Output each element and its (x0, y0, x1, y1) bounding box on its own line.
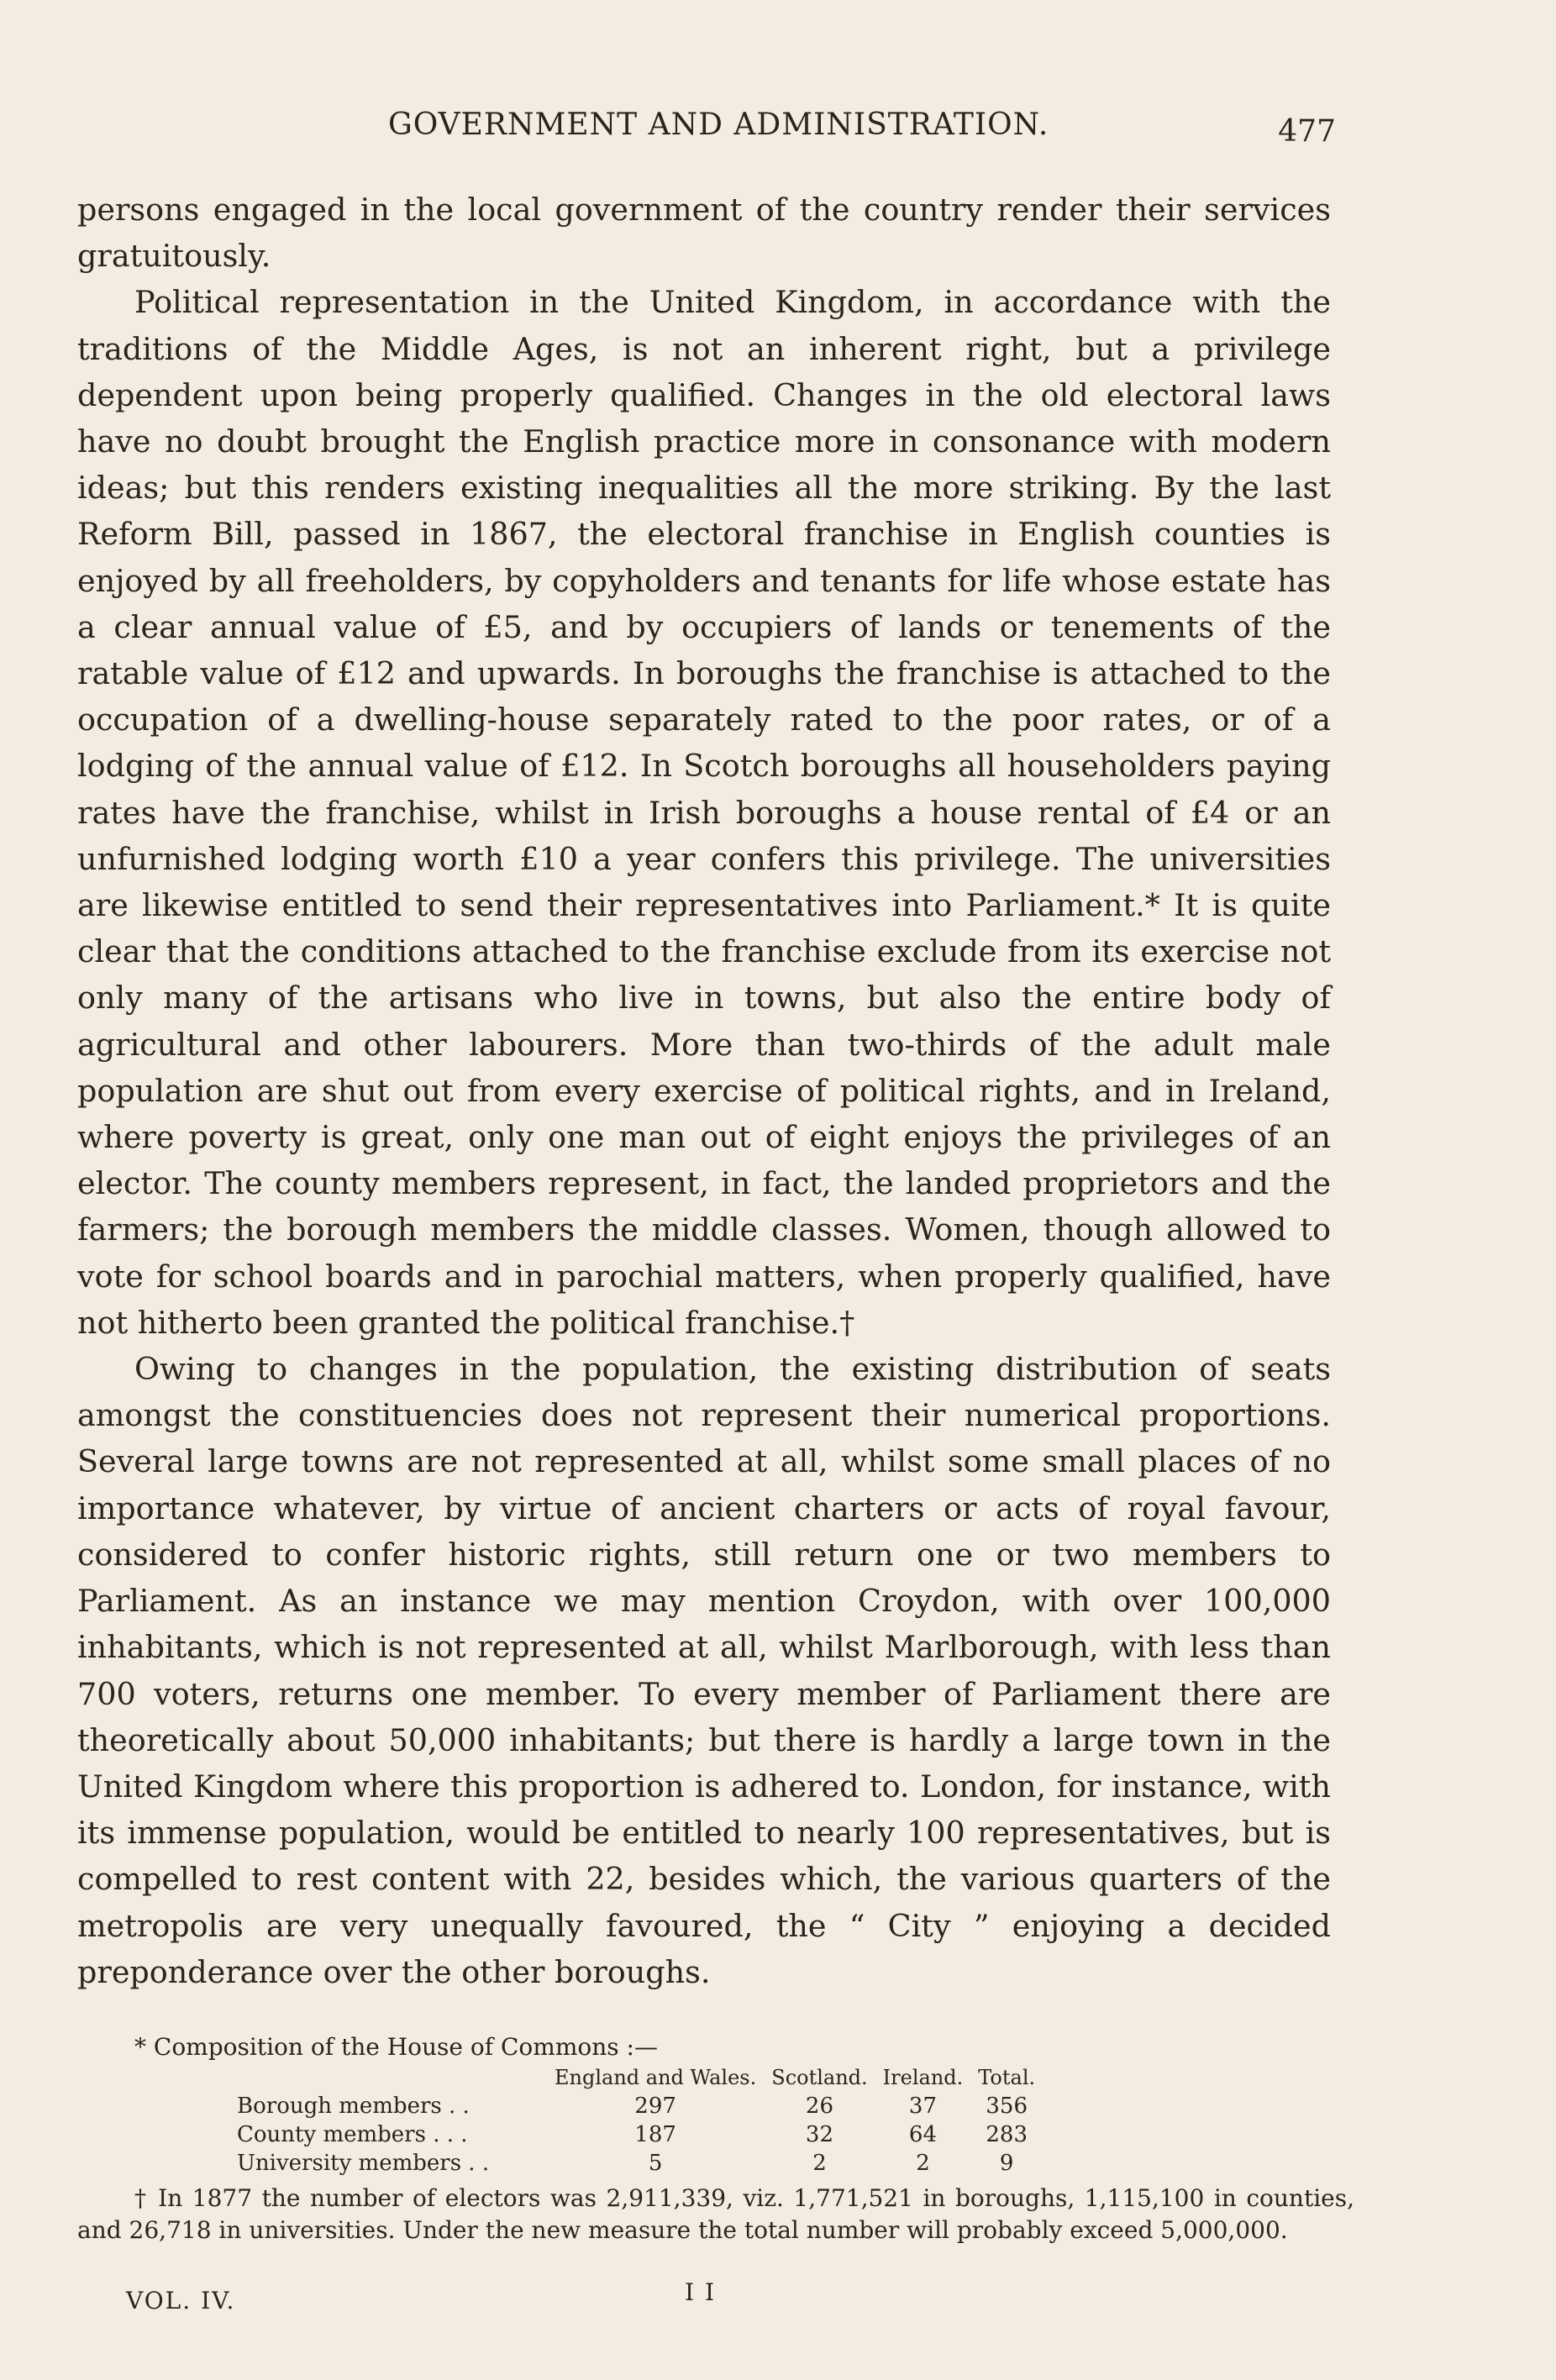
table-cell: County members . . . (237, 2122, 468, 2147)
paragraph: Owing to changes in the population, the existing distribution of seats amongst the constituencies does not represent their numerical proportions. Several large towns are not represented at all, whilst some small places of no importance whatever, by virtue of ancient charters or acts of royal favour, considered to confer historic rights, still return one or two members to Parliament. As an instance we may mention Croydon, with over 100,000 inhabitants, which is not represented at all, whilst Marlborough, with less than 700 voters, returns one member. To every member of Parliament there are theoretically about 50,000 inhabitants; but there is hardly a large town in the United Kingdom where this proportion is adhered to. London, for instance, with its immense population, would be entitled to nearly 100 representatives, but is compelled to rest content with 22, besides which, the various quarters of the metropolis are very unequally favoured, the “ City ” enjoying a decided preponderance over the other boroughs. (77, 1351, 1331, 1990)
table-cell: 37 (908, 2094, 938, 2119)
table-row (237, 2149, 1050, 2178)
table-cell: 9 (999, 2151, 1014, 2176)
volume-label: VOL. IV. (126, 2287, 236, 2314)
table-cell: 64 (908, 2122, 938, 2147)
page-header (76, 108, 1336, 158)
table-header: Total. (978, 2066, 1036, 2089)
page-footer (126, 2278, 798, 2314)
footnote-electors-text: † In 1877 the number of electors was 2,911,339, viz. 1,771,521 in boroughs, 1,115,100 in counties, and 26,718 in universities. Under the new measure the total number will probably exceed 5,000,000. (77, 2184, 1354, 2244)
paragraph: Political representation in the United Kingdom, in accordance with the traditions of the Middle Ages, is not an inherent right, but a privilege dependent upon being properly qualified. Changes in the old electoral laws have no doubt brought the English practice more in consonance with modern ideas; but this renders existing inequalities all the more striking. By the last Reform Bill, passed in 1867, the electoral franchise in English counties is enjoyed by all freeholders, by copyholders and tenants for life whose estate has a clear annual value of £5, and by occupiers of lands or tenements of the ratable value of £12 and upwards. In boroughs the franchise is attached to the occupation of a dwelling-house separately rated to the poor rates, or of a lodging of the annual value of £12. In Scotch boroughs all householders paying rates have the franchise, whilst in Irish boroughs a house rental of £4 or an unfurnished lodging worth £10 a year confers this privilege. The universities are likewise entitled to send their representatives into Parliament.* It is quite clear that the conditions attached to the franchise exclude from its exercise not only many of the artisans who live in towns, but also the entire body of agricultural and other labourers. More than two-thirds of the adult male population are shut out from every exercise of political rights, and in Ireland, where poverty is great, only one man out of eight enjoys the privileges of an elector. The county members represent, in fact, the landed proprietors and the farmers; the borough members the middle classes. Women, though allowed to vote for school boards and in parochial matters, when properly qualified, have not hitherto been granted the political franchise.† (77, 284, 1331, 1341)
table-cell: 32 (805, 2122, 833, 2147)
table-cell: University members . . (237, 2151, 490, 2176)
table-row (237, 2120, 1050, 2149)
footnotes (77, 2031, 1354, 2246)
table-header-row (237, 2063, 1050, 2092)
table-header (237, 2063, 555, 2092)
table-cell: 283 (986, 2122, 1028, 2147)
table-cell: Borough members . . (237, 2094, 470, 2119)
table-cell: 2 (812, 2151, 827, 2176)
table-cell: 356 (986, 2094, 1028, 2119)
footnote-electors (77, 2183, 1354, 2246)
table-header: England and Wales. (555, 2066, 757, 2089)
table-row (237, 2092, 1050, 2120)
commons-composition-table (237, 2063, 1050, 2178)
table-header: Scotland. (771, 2066, 868, 2089)
running-head: GOVERNMENT AND ADMINISTRATION. (388, 108, 1049, 142)
table-cell: 297 (634, 2094, 676, 2119)
table-cell: 187 (634, 2122, 676, 2147)
table-cell: 5 (648, 2151, 663, 2176)
page-number: 477 (1278, 114, 1336, 149)
table-cell: 2 (916, 2151, 930, 2176)
paragraph: persons engaged in the local government of the country render their services gratuitously. (77, 192, 1331, 275)
body-text (77, 187, 1331, 1995)
table-header: Ireland. (882, 2066, 964, 2089)
footnote-composition-intro: * Composition of the House of Commons :— (134, 2033, 658, 2061)
signature-mark: I I (685, 2278, 717, 2306)
table-cell: 26 (805, 2094, 833, 2119)
